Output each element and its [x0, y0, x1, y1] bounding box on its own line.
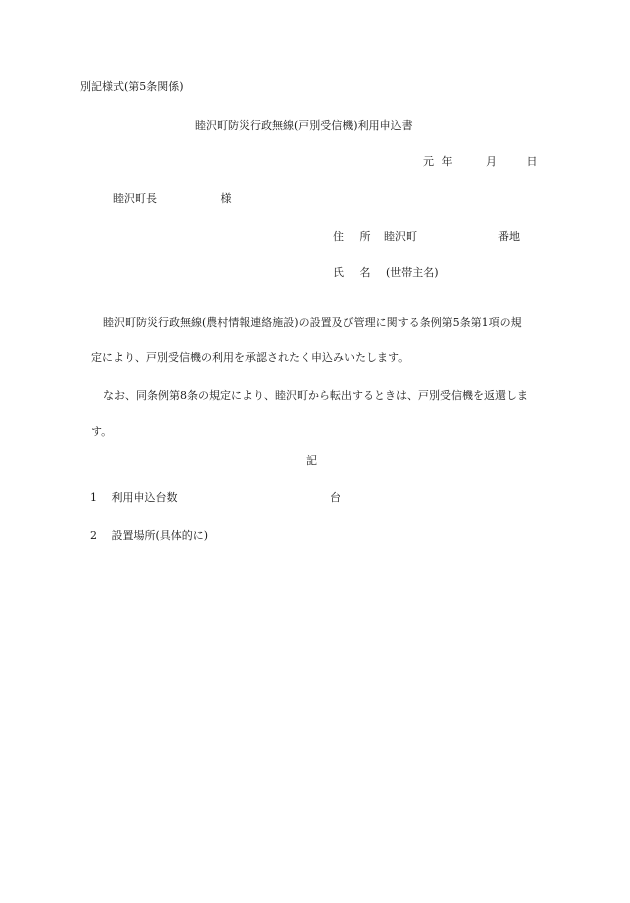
list-item [90, 491, 341, 505]
item-label: 利用申込台数 [111, 491, 178, 504]
item-unit: 台 [330, 491, 341, 504]
body-paragraph-1-line-1: 睦沢町防災行政無線(農村情報連絡施設)の設置及び管理に関する条例第5条第1項の規 [103, 316, 522, 329]
document-title: 睦沢町防災行政無線(戸別受信機)利用申込書 [195, 119, 413, 132]
body-paragraph-2-line-2: す。 [91, 425, 113, 438]
recipient-name: 睦沢町長 [113, 192, 157, 205]
body-paragraph-1-line-2: 定により、戸別受信機の利用を承認されたく申込みいたします。 [91, 351, 410, 364]
form-label: 別記様式(第5条関係) [80, 80, 184, 93]
applicant-label-a: 氏 [333, 266, 344, 279]
item-number: 1 [90, 491, 97, 504]
date-year-label: 年 [441, 155, 453, 168]
list-item [90, 529, 208, 543]
ki-heading: 記 [306, 454, 317, 467]
date-line [423, 155, 538, 169]
address-line [333, 230, 520, 244]
applicant-label-b: 名 [359, 266, 371, 279]
item-label: 設置場所(具体的に) [111, 529, 209, 542]
applicant-name-line [333, 266, 439, 280]
date-month-label: 月 [486, 155, 497, 168]
body-paragraph-2-line-1: なお、同条例第8条の規定により、睦沢町から転出するときは、戸別受信機を返還しま [103, 389, 528, 402]
address-town: 睦沢町 [384, 230, 417, 243]
date-day-label: 日 [526, 155, 538, 168]
address-label-a: 住 [333, 230, 344, 243]
item-number: 2 [90, 529, 97, 542]
recipient-line [113, 192, 232, 206]
address-label-b: 所 [359, 230, 371, 243]
date-era: 元 [423, 155, 434, 168]
recipient-honorific: 様 [220, 192, 232, 205]
address-suffix: 番地 [498, 230, 520, 243]
applicant-note: (世帯主名) [386, 266, 439, 279]
